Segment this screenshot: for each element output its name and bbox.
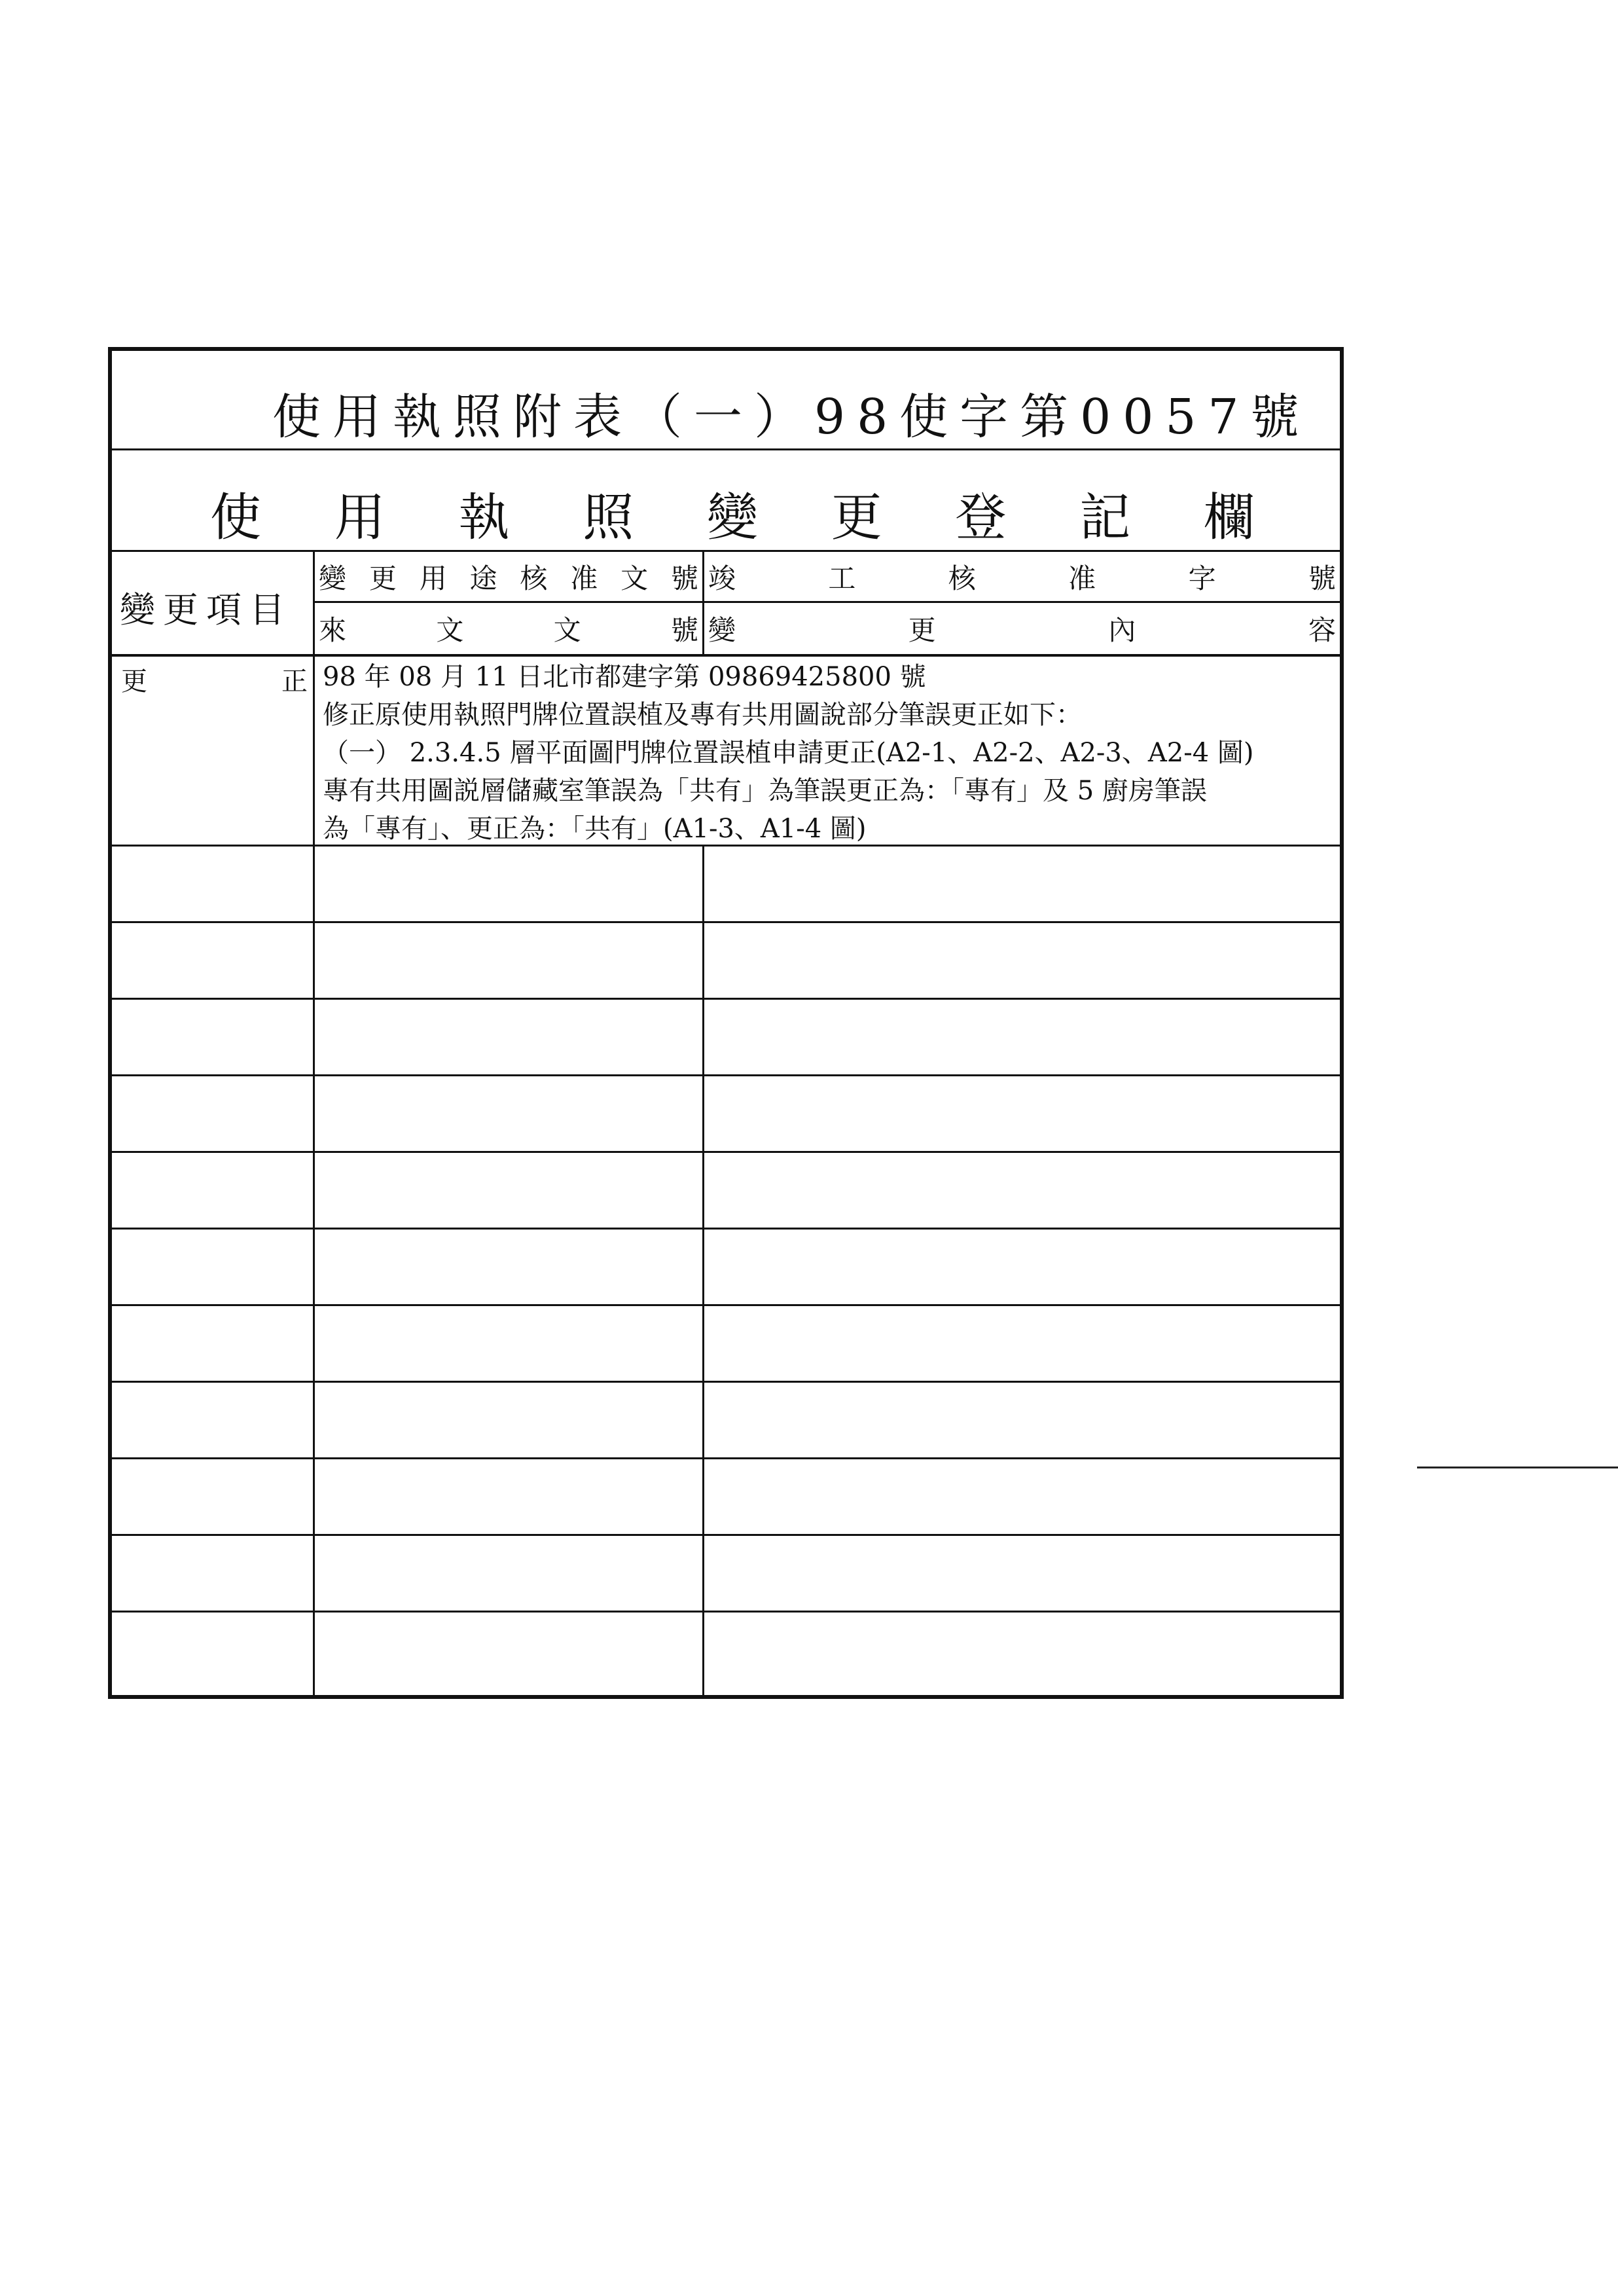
- subtitle-char: 登: [955, 488, 1007, 547]
- header-char: 字: [1188, 562, 1216, 594]
- blank-row: [112, 1306, 1340, 1383]
- header-char: 號: [1308, 562, 1336, 594]
- blank-cell: [112, 1306, 315, 1381]
- blank-cell: [112, 1536, 315, 1611]
- entry-row: [112, 657, 1340, 847]
- change-registration-form: [108, 347, 1344, 1699]
- blank-cell: [315, 1076, 704, 1151]
- blank-row: [112, 1000, 1340, 1076]
- entry-item-char: 更: [121, 666, 147, 697]
- entry-line: （一） 2.3.4.5 層平面圖門牌位置誤植申請更正(A2-1、A2-2、A2-3、A2-4 圖): [323, 738, 1254, 768]
- entry-line: 修正原使用執照門牌位置誤植及專有共用圖說部分筆誤更正如下：: [323, 700, 1082, 730]
- blank-cell: [112, 1000, 315, 1074]
- header-approval-number: [315, 552, 702, 603]
- blank-cell: [112, 1153, 315, 1228]
- header-char: 更: [908, 614, 936, 646]
- blank-row: [112, 847, 1340, 923]
- header-char: 變: [708, 614, 736, 646]
- header-char: 號: [670, 614, 698, 646]
- entry-item-cell: [112, 657, 315, 845]
- header-char: 內: [1108, 614, 1136, 646]
- subtitle-char: 照: [583, 488, 634, 547]
- blank-row: [112, 1459, 1340, 1536]
- header-item-cell: [112, 552, 315, 654]
- header-char: 號: [670, 562, 698, 594]
- blank-cell: [315, 1459, 704, 1534]
- margin-line: [1417, 1467, 1618, 1468]
- blank-cell: [112, 847, 315, 921]
- header-change-content: [704, 603, 1340, 654]
- header-char: 容: [1308, 614, 1336, 646]
- blank-cell: [112, 1383, 315, 1457]
- blank-cell: [112, 1076, 315, 1151]
- header-char: 核: [948, 562, 976, 594]
- subtitle-char: 用: [334, 488, 386, 547]
- blank-cell: [315, 1536, 704, 1611]
- subtitle-char: 更: [831, 488, 882, 547]
- blank-cell: [315, 847, 704, 921]
- subtitle-row: [112, 450, 1340, 552]
- blank-cell: [315, 1153, 704, 1228]
- subtitle-char: 變: [706, 488, 758, 547]
- header-char: 工: [828, 562, 856, 594]
- blank-cell: [112, 1230, 315, 1304]
- subtitle-char: 使: [210, 488, 262, 547]
- blank-row: [112, 1230, 1340, 1306]
- header-char: 准: [1068, 562, 1096, 594]
- header-char: 來: [319, 614, 347, 646]
- blank-row: [112, 1536, 1340, 1613]
- header-char: 更: [369, 562, 397, 594]
- blank-cell: [112, 923, 315, 998]
- blank-cell: [315, 1383, 704, 1457]
- title-row: [112, 351, 1340, 450]
- header-incoming-number: [315, 603, 702, 654]
- blank-row: [112, 923, 1340, 1000]
- header-char: 途: [469, 562, 497, 594]
- blank-cell: [112, 1459, 315, 1534]
- entry-line: 為「專有」、更正為：「共有」(A1-3、A1-4 圖): [323, 814, 867, 844]
- entry-content: [323, 658, 1333, 848]
- subtitle-char: 執: [458, 488, 510, 547]
- blank-row: [112, 1383, 1340, 1459]
- header-char: 文: [436, 614, 464, 646]
- blank-cell: [315, 1230, 704, 1304]
- header-char: 變: [319, 562, 347, 594]
- header-char: 文: [620, 562, 649, 594]
- blank-cell: [315, 1306, 704, 1381]
- entry-line: 98 年 08 月 11 日北市都建字第 09869425800 號: [323, 662, 926, 692]
- header-item-label: 變更項目: [120, 589, 293, 630]
- header-completion-number: [704, 552, 1340, 603]
- entry-item-char: 正: [281, 666, 308, 697]
- header-char: 用: [419, 562, 447, 594]
- blank-cell: [315, 923, 704, 998]
- subtitle-char: 記: [1079, 488, 1131, 547]
- header-doc-number-cell: [315, 552, 704, 654]
- header-content-cell: [704, 552, 1340, 654]
- header-char: 准: [570, 562, 598, 594]
- header-row: [112, 552, 1340, 657]
- header-char: 竣: [708, 562, 736, 594]
- subtitle-char: 欄: [1203, 488, 1255, 547]
- blank-row: [112, 1153, 1340, 1230]
- header-char: 核: [520, 562, 548, 594]
- header-char: 文: [553, 614, 581, 646]
- blank-row: [112, 1613, 1340, 1695]
- form-subtitle: [210, 477, 1255, 550]
- form-title: 使用執照附表（一）98使字第0057號: [272, 389, 1311, 445]
- blank-cell: [315, 1613, 704, 1695]
- blank-cell: [112, 1613, 315, 1695]
- entry-line: 專有共用圖説層儲藏室筆誤為「共有」為筆誤更正為：「專有」及 5 廚房筆誤: [323, 776, 1207, 806]
- blank-cell: [315, 1000, 704, 1074]
- blank-row: [112, 1076, 1340, 1153]
